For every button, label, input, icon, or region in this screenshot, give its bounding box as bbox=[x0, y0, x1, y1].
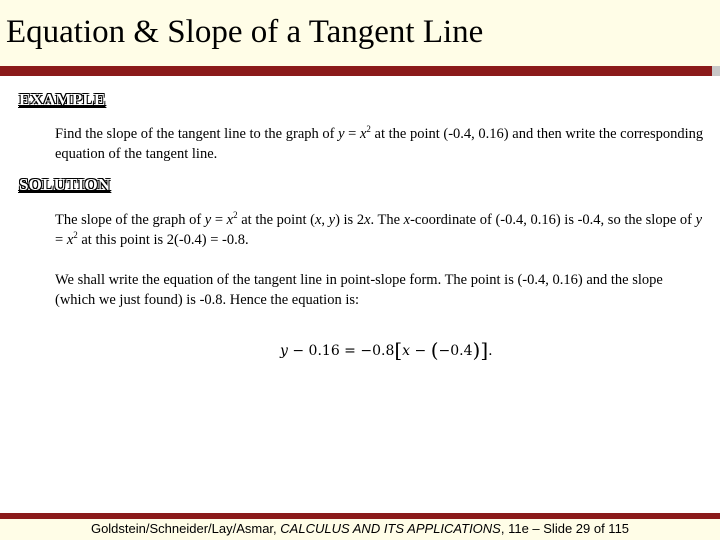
footer-citation: Goldstein/Schneider/Lay/Asmar, CALCULUS AND ITS APPLICATIONS, 11e – Slide 29 of 115 bbox=[0, 519, 720, 540]
title-band bbox=[0, 0, 720, 66]
tangent-line-equation: y − 0.16 = −0.8[x − (−0.4)]. bbox=[280, 338, 493, 362]
header-divider-bar bbox=[0, 66, 720, 76]
header-divider-tick bbox=[712, 66, 720, 76]
solution-heading: SOLUTION bbox=[19, 175, 111, 194]
solution-paragraph-2: We shall write the equation of the tangent line in point-slope form. The point is (-0.4, 0.16) and the slope (which we just found) is -0.8. Hence the equation is: bbox=[55, 272, 663, 308]
example-text: Find the slope of the tangent line to the graph of $y = x^2$ at the point (-0.4, 0.16) and then write the corresponding equation of the tangent line. bbox=[55, 124, 704, 162]
example-heading: EXAMPLE bbox=[19, 90, 106, 109]
solution-paragraph-1: The slope of the graph of $y = x^2$ at the point (x, y) is 2x. The x-coordinate of (-0.4, 0.16) is -0.4, so the slope of $y = x^2$ at this point is 2(-0.4) = -0.8. bbox=[55, 210, 703, 248]
slide-title: Equation & Slope of a Tangent Line bbox=[6, 14, 484, 50]
